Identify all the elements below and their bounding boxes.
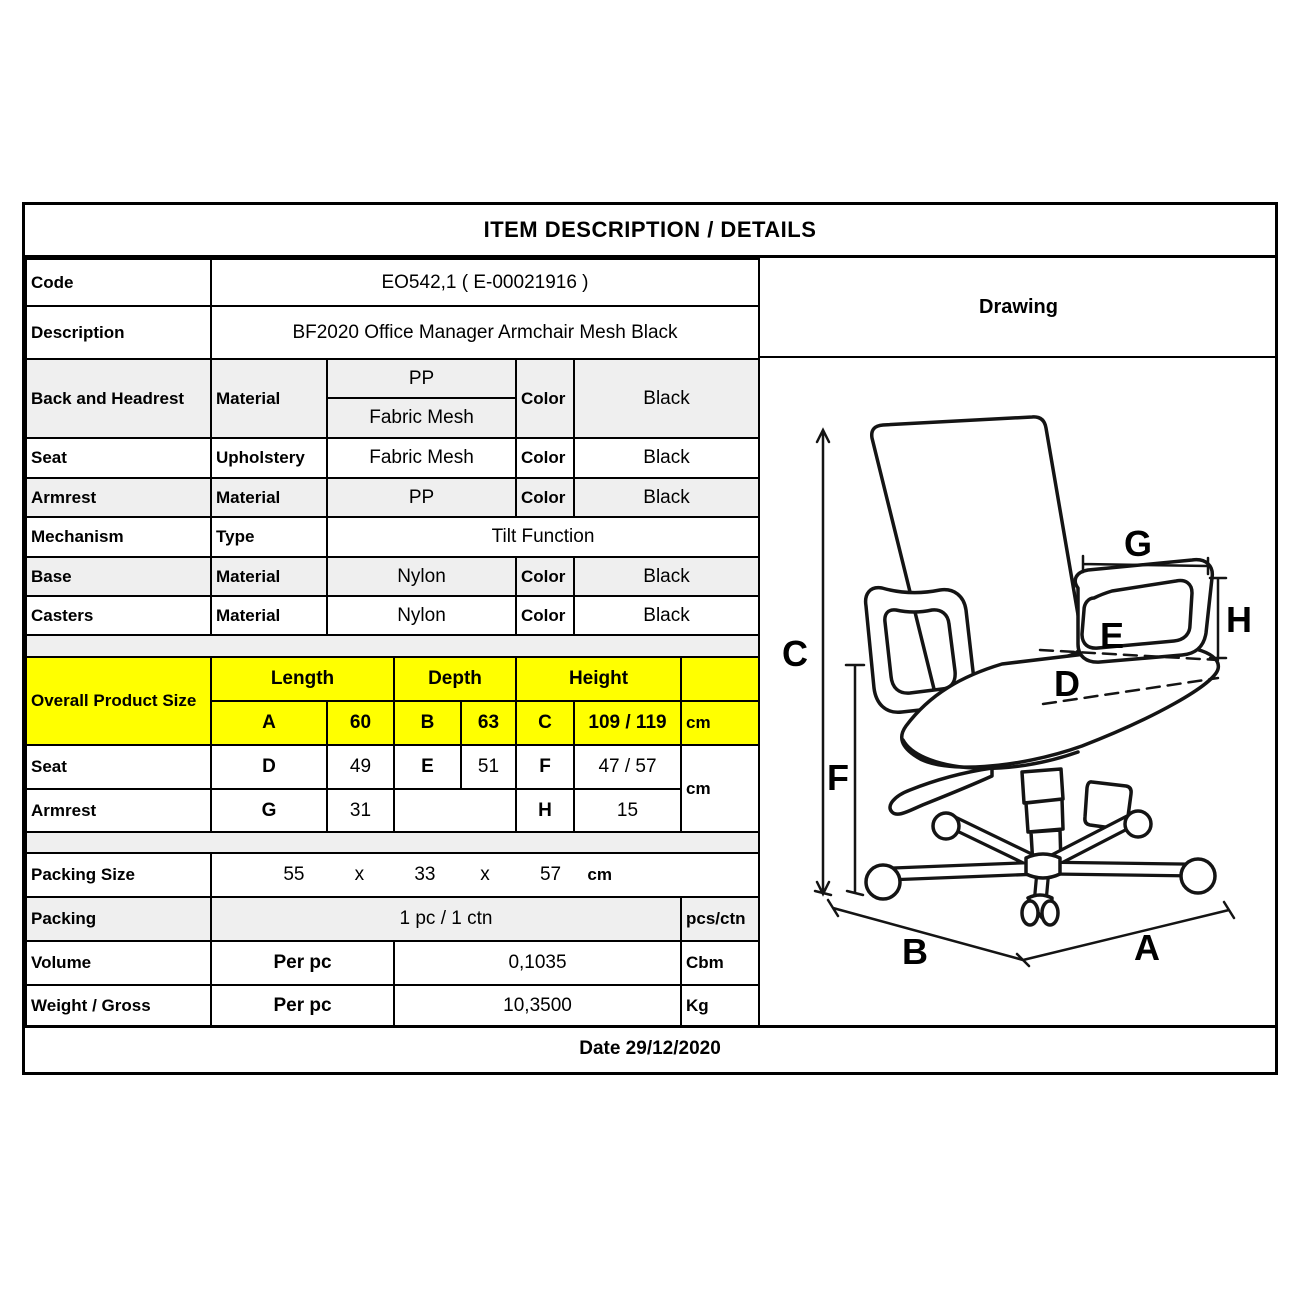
color-value: Black <box>574 557 759 596</box>
dim-key: G <box>211 789 327 832</box>
dim-value: 15 <box>574 789 681 832</box>
material-value: PP <box>327 359 516 398</box>
dim-value: 109 / 119 <box>574 701 681 745</box>
sheet-body <box>25 258 1275 1025</box>
color-value: Black <box>574 478 759 517</box>
row-base <box>26 557 759 596</box>
row-code <box>26 259 759 306</box>
row-packing <box>26 897 759 941</box>
volume-unit: Cbm <box>681 941 759 985</box>
color-label: Color <box>516 557 574 596</box>
weight-value: 10,3500 <box>394 985 681 1026</box>
dim-key: A <box>211 701 327 745</box>
part-label: Armrest <box>26 478 211 517</box>
color-value: Black <box>574 359 759 438</box>
dim-value: 31 <box>327 789 394 832</box>
dim-unit: cm <box>681 701 759 745</box>
material-value: Fabric Mesh <box>327 438 516 478</box>
dim-empty <box>394 789 516 832</box>
packing-value: 1 pc / 1 ctn <box>211 897 681 941</box>
row-casters <box>26 596 759 635</box>
attr-label: Material <box>211 596 327 635</box>
dim-key: F <box>516 745 574 789</box>
packing-size-value <box>211 853 759 897</box>
drawing-header: Drawing <box>760 258 1277 358</box>
part-label: Casters <box>26 596 211 635</box>
mechanism-value: Tilt Function <box>327 517 759 557</box>
dim-label-b: B <box>902 931 928 972</box>
code-value: EO542,1 ( E-00021916 ) <box>211 259 759 306</box>
dim-label-c: C <box>782 633 808 674</box>
header-length: Length <box>211 657 394 701</box>
dim-line-b <box>828 900 1029 966</box>
color-label: Color <box>516 596 574 635</box>
row-description <box>26 306 759 359</box>
part-label: Armrest <box>26 789 211 832</box>
attr-label: Material <box>211 478 327 517</box>
dim-value: 47 / 57 <box>574 745 681 789</box>
chair-base-hub <box>1026 854 1060 878</box>
dim-label-f: F <box>827 757 849 798</box>
color-label: Color <box>516 438 574 478</box>
packing-unit: cm <box>587 865 612 884</box>
row-armrest-size <box>26 789 759 832</box>
color-value: Black <box>574 596 759 635</box>
description-value: BF2020 Office Manager Armchair Mesh Black <box>211 306 759 359</box>
attr-label: Upholstery <box>211 438 327 478</box>
header-depth: Depth <box>394 657 516 701</box>
dim-value: 51 <box>461 745 516 789</box>
chair-tilt-lever <box>890 768 992 814</box>
office-chair-line-drawing <box>760 358 1277 1025</box>
spec-sheet <box>22 202 1278 1075</box>
drawing-area <box>760 358 1277 1025</box>
row-seat-material <box>26 438 759 478</box>
packing-x: x <box>354 864 365 885</box>
volume-value: 0,1035 <box>394 941 681 985</box>
weight-per: Per pc <box>211 985 394 1026</box>
dim-unit: cm <box>681 745 759 832</box>
dim-key: E <box>394 745 461 789</box>
dim-line-c <box>815 430 831 895</box>
color-label: Color <box>516 478 574 517</box>
packing-unit-cell: pcs/ctn <box>681 897 759 941</box>
description-label: Description <box>26 306 211 359</box>
packing-dim: 57 <box>539 864 562 885</box>
chair-right-armrest <box>1075 560 1212 662</box>
spacer-row <box>26 832 759 853</box>
row-volume <box>26 941 759 985</box>
packing-x: x <box>480 864 490 885</box>
volume-label: Volume <box>26 941 211 985</box>
date-footer: Date 29/12/2020 <box>25 1025 1275 1069</box>
row-seat-size <box>26 745 759 789</box>
drawing-panel <box>760 258 1277 1025</box>
dim-label-d: D <box>1054 663 1080 704</box>
dim-key: H <box>516 789 574 832</box>
header-unit-empty <box>681 657 759 701</box>
attr-label: Material <box>211 359 327 438</box>
dim-label-h: H <box>1226 599 1252 640</box>
row-mechanism <box>26 517 759 557</box>
spacer-row <box>26 635 759 657</box>
row-armrest-material <box>26 478 759 517</box>
sheet-title: ITEM DESCRIPTION / DETAILS <box>25 205 1275 258</box>
volume-per: Per pc <box>211 941 394 985</box>
dim-key: D <box>211 745 327 789</box>
packing-dim: 33 <box>414 864 436 885</box>
weight-label: Weight / Gross <box>26 985 211 1026</box>
dim-value: 49 <box>327 745 394 789</box>
weight-unit: Kg <box>681 985 759 1026</box>
header-height: Height <box>516 657 681 701</box>
part-label: Mechanism <box>26 517 211 557</box>
dim-key: C <box>516 701 574 745</box>
attr-label: Material <box>211 557 327 596</box>
packing-label: Packing <box>26 897 211 941</box>
attr-label: Type <box>211 517 327 557</box>
overall-size-label: Overall Product Size <box>26 657 211 745</box>
material-value: Nylon <box>327 557 516 596</box>
part-label: Back and Headrest <box>26 359 211 438</box>
dim-value: 60 <box>327 701 394 745</box>
packing-size-label: Packing Size <box>26 853 211 897</box>
code-label: Code <box>26 259 211 306</box>
material-value: Fabric Mesh <box>327 398 516 438</box>
spec-table <box>25 258 760 1027</box>
color-label: Color <box>516 359 574 438</box>
dim-label-e: E <box>1099 615 1125 656</box>
color-value: Black <box>574 438 759 478</box>
row-weight <box>26 985 759 1026</box>
dim-value: 63 <box>461 701 516 745</box>
part-label: Seat <box>26 745 211 789</box>
dim-key: B <box>394 701 461 745</box>
row-back-headrest <box>26 359 759 398</box>
part-label: Seat <box>26 438 211 478</box>
packing-dim: 55 <box>283 864 305 885</box>
row-packing-size <box>26 853 759 897</box>
dim-label-g: G <box>1123 523 1153 564</box>
row-size-headers <box>26 657 759 701</box>
dim-label-a: A <box>1134 927 1160 968</box>
material-value: PP <box>327 478 516 517</box>
part-label: Base <box>26 557 211 596</box>
material-value: Nylon <box>327 596 516 635</box>
